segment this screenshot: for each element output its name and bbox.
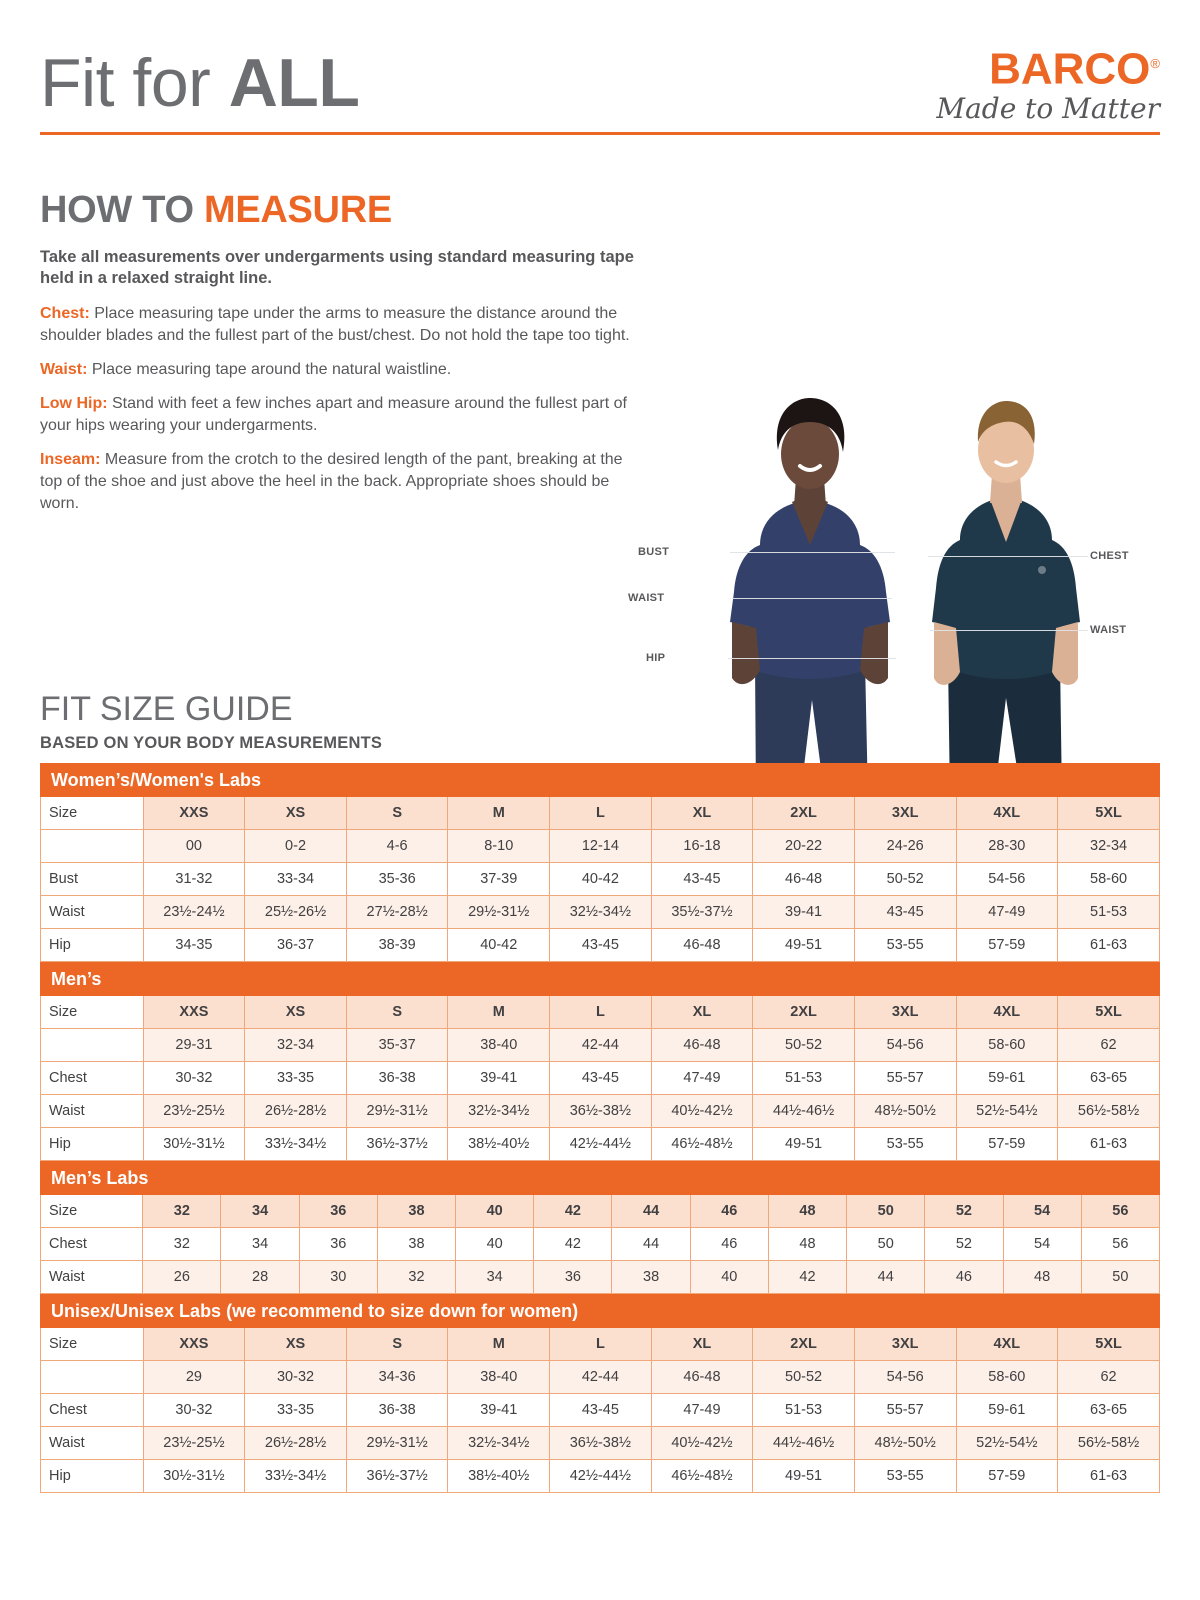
measurement-cell: 40½-42½ xyxy=(651,1095,753,1128)
size-cell: 52 xyxy=(925,1195,1003,1228)
size-cell: XL xyxy=(651,797,753,830)
measurement-cell: 52 xyxy=(925,1228,1003,1261)
size-cell: M xyxy=(448,996,550,1029)
measurement-cell: 28 xyxy=(221,1261,299,1294)
size-cell: 4XL xyxy=(956,1328,1058,1361)
measure-item-waist xyxy=(40,359,640,381)
row-label: Size xyxy=(41,996,144,1029)
measurement-cell: 39-41 xyxy=(753,896,855,929)
measurement-cell: 36-38 xyxy=(346,1394,448,1427)
measurement-cell: 59-61 xyxy=(956,1062,1058,1095)
measurement-cell: 61-63 xyxy=(1058,1460,1160,1493)
measurement-cell: 43-45 xyxy=(550,929,652,962)
measurement-cell: 27½-28½ xyxy=(346,896,448,929)
label-waist-right: WAIST xyxy=(1090,624,1127,636)
size-cell: 3XL xyxy=(854,1328,956,1361)
row-label xyxy=(41,1361,144,1394)
measurement-cell: 61-63 xyxy=(1058,1128,1160,1161)
measurement-cell: 33-35 xyxy=(245,1394,347,1427)
numeric-cell: 29 xyxy=(143,1361,245,1394)
measurement-cell: 38½-40½ xyxy=(448,1460,550,1493)
measurement-cell: 30-32 xyxy=(143,1394,245,1427)
measurement-cell: 36½-37½ xyxy=(346,1128,448,1161)
measurement-cell: 38-39 xyxy=(346,929,448,962)
measurement-cell: 42½-44½ xyxy=(550,1128,652,1161)
numeric-cell: 46-48 xyxy=(651,1029,753,1062)
measurement-cell: 50 xyxy=(1081,1261,1159,1294)
size-cell: 3XL xyxy=(854,797,956,830)
size-cell: 32 xyxy=(143,1195,221,1228)
numeric-cell: 24-26 xyxy=(854,830,956,863)
measurement-cell: 39-41 xyxy=(448,1062,550,1095)
size-cell: 5XL xyxy=(1058,797,1160,830)
table-sizes-row xyxy=(41,1195,1160,1228)
measurement-cell: 53-55 xyxy=(854,1460,956,1493)
fit-size-guide-subheading: BASED ON YOUR BODY MEASUREMENTS xyxy=(40,734,383,752)
numeric-cell: 30-32 xyxy=(245,1361,347,1394)
numeric-cell: 16-18 xyxy=(651,830,753,863)
numeric-cell: 62 xyxy=(1058,1029,1160,1062)
measurement-cell: 30-32 xyxy=(143,1062,245,1095)
row-label: Size xyxy=(41,1328,144,1361)
header-divider xyxy=(40,132,1160,135)
measurement-cell: 40-42 xyxy=(550,863,652,896)
measurement-cell: 36½-38½ xyxy=(550,1095,652,1128)
size-cell: 4XL xyxy=(956,797,1058,830)
numeric-cell: 58-60 xyxy=(956,1361,1058,1394)
measurement-cell: 50 xyxy=(847,1228,925,1261)
size-cell: L xyxy=(550,996,652,1029)
row-label: Hip xyxy=(41,1128,144,1161)
measurement-cell: 50-52 xyxy=(854,863,956,896)
measurement-cell: 63-65 xyxy=(1058,1394,1160,1427)
measurement-cell: 48½-50½ xyxy=(854,1095,956,1128)
size-cell: 3XL xyxy=(854,996,956,1029)
size-cell: XXS xyxy=(143,996,245,1029)
measurement-cell: 44½-46½ xyxy=(753,1095,855,1128)
measurement-cell: 59-61 xyxy=(956,1394,1058,1427)
size-cell: 50 xyxy=(847,1195,925,1228)
page-title-light: Fit for xyxy=(40,45,229,121)
measurement-cell: 30½-31½ xyxy=(143,1128,245,1161)
measure-term-inseam: Inseam: xyxy=(40,451,101,468)
measurement-cell: 30 xyxy=(299,1261,377,1294)
measurement-cell: 34 xyxy=(456,1261,534,1294)
size-cell: 44 xyxy=(612,1195,690,1228)
measure-text-inseam: Measure from the crotch to the desired length of the pant, breaking at the top of the shoe and just above the heel in the back. Appropriate shoes should be worn. xyxy=(40,451,623,512)
row-label: Hip xyxy=(41,929,144,962)
row-label: Waist xyxy=(41,1427,144,1460)
measurement-cell: 46½-48½ xyxy=(651,1460,753,1493)
numeric-cell: 38-40 xyxy=(448,1361,550,1394)
registered-mark-icon: ® xyxy=(1150,56,1160,71)
numeric-cell: 8-10 xyxy=(448,830,550,863)
size-cell: 2XL xyxy=(753,996,855,1029)
size-cell: XL xyxy=(651,996,753,1029)
measure-term-waist: Waist: xyxy=(40,361,88,378)
measurement-cell: 55-57 xyxy=(854,1394,956,1427)
row-label: Hip xyxy=(41,1460,144,1493)
measurement-cell: 43-45 xyxy=(651,863,753,896)
measurement-cell: 54-56 xyxy=(956,863,1058,896)
measurement-cell: 57-59 xyxy=(956,1460,1058,1493)
size-table-3 xyxy=(40,1294,1160,1493)
numeric-cell: 28-30 xyxy=(956,830,1058,863)
numeric-cell: 42-44 xyxy=(550,1029,652,1062)
measurement-cell: 52½-54½ xyxy=(956,1427,1058,1460)
measurement-cell: 35-36 xyxy=(346,863,448,896)
size-table-1 xyxy=(40,962,1160,1161)
measurement-cell: 33-34 xyxy=(245,863,347,896)
row-label: Size xyxy=(41,797,144,830)
measurement-cell: 23½-24½ xyxy=(143,896,245,929)
numeric-cell: 34-36 xyxy=(346,1361,448,1394)
size-cell: S xyxy=(346,996,448,1029)
measurement-cell: 42½-44½ xyxy=(550,1460,652,1493)
row-label xyxy=(41,1029,144,1062)
size-cell: XS xyxy=(245,996,347,1029)
measurement-cell: 48 xyxy=(768,1228,846,1261)
measurement-cell: 49-51 xyxy=(753,1460,855,1493)
table-row xyxy=(41,929,1160,962)
measurement-cell: 31-32 xyxy=(143,863,245,896)
row-label: Waist xyxy=(41,1095,144,1128)
measure-item-inseam xyxy=(40,449,640,515)
table-band-label: Men’s Labs xyxy=(41,1162,1160,1195)
measurement-cell: 49-51 xyxy=(753,929,855,962)
measurement-cell: 46½-48½ xyxy=(651,1128,753,1161)
measurement-cell: 61-63 xyxy=(1058,929,1160,962)
numeric-cell: 50-52 xyxy=(753,1029,855,1062)
table-row xyxy=(41,1427,1160,1460)
measurement-cell: 46 xyxy=(690,1228,768,1261)
table-numeric-row xyxy=(41,1361,1160,1394)
size-cell: 42 xyxy=(534,1195,612,1228)
size-cell: 46 xyxy=(690,1195,768,1228)
numeric-cell: 42-44 xyxy=(550,1361,652,1394)
measurement-cell: 52½-54½ xyxy=(956,1095,1058,1128)
size-cell: 56 xyxy=(1081,1195,1159,1228)
numeric-cell: 20-22 xyxy=(753,830,855,863)
measurement-cell: 40½-42½ xyxy=(651,1427,753,1460)
size-cell: 34 xyxy=(221,1195,299,1228)
table-row xyxy=(41,1228,1160,1261)
size-cell: XS xyxy=(245,797,347,830)
measurement-cell: 53-55 xyxy=(854,929,956,962)
measurement-cell: 51-53 xyxy=(753,1394,855,1427)
measurement-cell: 43-45 xyxy=(550,1062,652,1095)
measurement-cell: 34 xyxy=(221,1228,299,1261)
size-cell: 4XL xyxy=(956,996,1058,1029)
numeric-cell: 0-2 xyxy=(245,830,347,863)
size-cell: 2XL xyxy=(753,797,855,830)
table-row xyxy=(41,896,1160,929)
measurement-cell: 38 xyxy=(612,1261,690,1294)
measurement-cell: 46 xyxy=(925,1261,1003,1294)
numeric-cell: 54-56 xyxy=(854,1029,956,1062)
size-cell: 5XL xyxy=(1058,1328,1160,1361)
measurement-cell: 40-42 xyxy=(448,929,550,962)
size-tables-host xyxy=(40,763,1160,1493)
label-hip: HIP xyxy=(646,652,666,664)
measurement-cell: 56 xyxy=(1081,1228,1159,1261)
table-band-row xyxy=(41,764,1160,797)
measurement-cell: 46-48 xyxy=(753,863,855,896)
fit-size-guide-heading: FIT SIZE GUIDE xyxy=(40,690,293,728)
table-row xyxy=(41,1095,1160,1128)
numeric-cell: 32-34 xyxy=(1058,830,1160,863)
table-numeric-row xyxy=(41,830,1160,863)
table-row xyxy=(41,1261,1160,1294)
waist-line-male xyxy=(930,630,1088,631)
measurement-cell: 51-53 xyxy=(753,1062,855,1095)
size-cell: XL xyxy=(651,1328,753,1361)
numeric-cell: 38-40 xyxy=(448,1029,550,1062)
table-band-label: Unisex/Unisex Labs (we recommend to size down for women) xyxy=(41,1295,1160,1328)
size-table-0 xyxy=(40,763,1160,962)
measure-text-chest: Place measuring tape under the arms to measure the distance around the shoulder blades and the fullest part of the bust/chest. Do not hold the tape too tight. xyxy=(40,305,630,344)
numeric-cell: 50-52 xyxy=(753,1361,855,1394)
measurement-cell: 23½-25½ xyxy=(143,1427,245,1460)
measure-text-low-hip: Stand with feet a few inches apart and measure around the fullest part of your hips wearing your undergarments. xyxy=(40,395,627,434)
size-cell: XXS xyxy=(143,797,245,830)
measurement-cell: 32 xyxy=(143,1228,221,1261)
measurement-cell: 58-60 xyxy=(1058,863,1160,896)
measurement-cell: 36-38 xyxy=(346,1062,448,1095)
numeric-cell: 54-56 xyxy=(854,1361,956,1394)
measurement-cell: 54 xyxy=(1003,1228,1081,1261)
measurement-cell: 36 xyxy=(299,1228,377,1261)
page-title-bold: ALL xyxy=(228,45,360,121)
measurement-cell: 33½-34½ xyxy=(245,1128,347,1161)
table-band-row xyxy=(41,1295,1160,1328)
table-row xyxy=(41,1062,1160,1095)
measure-term-chest: Chest: xyxy=(40,305,90,322)
numeric-cell: 4-6 xyxy=(346,830,448,863)
numeric-cell: 58-60 xyxy=(956,1029,1058,1062)
measurement-cell: 46-48 xyxy=(651,929,753,962)
measurement-cell: 36 xyxy=(534,1261,612,1294)
measurement-cell: 44½-46½ xyxy=(753,1427,855,1460)
measurement-cell: 29½-31½ xyxy=(346,1095,448,1128)
size-table-2 xyxy=(40,1161,1160,1294)
measurement-cell: 33½-34½ xyxy=(245,1460,347,1493)
measurement-cell: 36½-38½ xyxy=(550,1427,652,1460)
measurement-cell: 26 xyxy=(143,1261,221,1294)
label-waist-left: WAIST xyxy=(628,592,665,604)
how-to-measure-heading: HOW TO MEASURE xyxy=(40,189,392,231)
measurement-cell: 43-45 xyxy=(550,1394,652,1427)
measurement-cell: 44 xyxy=(847,1261,925,1294)
size-cell: S xyxy=(346,797,448,830)
measurement-cell: 36-37 xyxy=(245,929,347,962)
size-cell: M xyxy=(448,797,550,830)
page-header xyxy=(40,0,1160,125)
fit-size-guide-section xyxy=(40,690,1160,1493)
row-label: Chest xyxy=(41,1394,144,1427)
measurement-cell: 57-59 xyxy=(956,929,1058,962)
size-cell: M xyxy=(448,1328,550,1361)
measurement-cell: 48 xyxy=(1003,1261,1081,1294)
measurement-cell: 33-35 xyxy=(245,1062,347,1095)
measurement-cell: 53-55 xyxy=(854,1128,956,1161)
numeric-cell: 00 xyxy=(143,830,245,863)
measurement-cell: 40 xyxy=(690,1261,768,1294)
size-cell: 48 xyxy=(768,1195,846,1228)
measurement-cell: 63-65 xyxy=(1058,1062,1160,1095)
measurement-cell: 32½-34½ xyxy=(448,1427,550,1460)
measurement-cell: 57-59 xyxy=(956,1128,1058,1161)
measurement-cell: 47-49 xyxy=(651,1394,753,1427)
size-cell: 54 xyxy=(1003,1195,1081,1228)
row-label xyxy=(41,830,144,863)
measurement-cell: 23½-25½ xyxy=(143,1095,245,1128)
size-cell: L xyxy=(550,797,652,830)
table-sizes-row xyxy=(41,797,1160,830)
row-label: Waist xyxy=(41,896,144,929)
measurement-cell: 26½-28½ xyxy=(245,1095,347,1128)
table-band-row xyxy=(41,1162,1160,1195)
table-band-row xyxy=(41,963,1160,996)
measurement-cell: 42 xyxy=(534,1228,612,1261)
size-cell: XXS xyxy=(143,1328,245,1361)
measurement-cell: 29½-31½ xyxy=(346,1427,448,1460)
measurement-cell: 47-49 xyxy=(956,896,1058,929)
numeric-cell: 62 xyxy=(1058,1361,1160,1394)
measurement-cell: 36½-37½ xyxy=(346,1460,448,1493)
measurement-cell: 32 xyxy=(377,1261,455,1294)
table-band-label: Men’s xyxy=(41,963,1160,996)
table-sizes-row xyxy=(41,996,1160,1029)
waist-line-female xyxy=(732,598,892,599)
numeric-cell: 32-34 xyxy=(245,1029,347,1062)
table-band-label: Women’s/Women's Labs xyxy=(41,764,1160,797)
measurement-cell: 49-51 xyxy=(753,1128,855,1161)
measure-item-chest xyxy=(40,303,640,347)
measurement-cell: 29½-31½ xyxy=(448,896,550,929)
measurement-cell: 25½-26½ xyxy=(245,896,347,929)
measurement-cell: 38 xyxy=(377,1228,455,1261)
size-cell: 36 xyxy=(299,1195,377,1228)
bust-line xyxy=(730,552,895,553)
measurement-cell: 51-53 xyxy=(1058,896,1160,929)
table-row xyxy=(41,1394,1160,1427)
table-row xyxy=(41,1128,1160,1161)
row-label: Chest xyxy=(41,1228,143,1261)
measurement-cell: 56½-58½ xyxy=(1058,1427,1160,1460)
label-chest: CHEST xyxy=(1090,550,1129,562)
how-to-measure-section xyxy=(40,189,640,515)
measurement-cell: 35½-37½ xyxy=(651,896,753,929)
measurement-cell: 40 xyxy=(456,1228,534,1261)
measurement-cell: 32½-34½ xyxy=(448,1095,550,1128)
numeric-cell: 46-48 xyxy=(651,1361,753,1394)
brand-tagline: Made to Matter xyxy=(936,91,1160,125)
measure-intro: Take all measurements over undergarments using standard measuring tape held in a relaxed straight line. xyxy=(40,248,634,287)
measurement-cell: 26½-28½ xyxy=(245,1427,347,1460)
row-label: Size xyxy=(41,1195,143,1228)
measurement-cell: 39-41 xyxy=(448,1394,550,1427)
measure-text-waist: Place measuring tape around the natural waistline. xyxy=(87,361,452,378)
table-sizes-row xyxy=(41,1328,1160,1361)
measurement-cell: 38½-40½ xyxy=(448,1128,550,1161)
measure-term-low-hip: Low Hip: xyxy=(40,395,108,412)
label-bust: BUST xyxy=(638,546,670,558)
measurement-cell: 37-39 xyxy=(448,863,550,896)
size-cell: 2XL xyxy=(753,1328,855,1361)
size-cell: 5XL xyxy=(1058,996,1160,1029)
size-cell: S xyxy=(346,1328,448,1361)
row-label: Chest xyxy=(41,1062,144,1095)
measurement-cell: 56½-58½ xyxy=(1058,1095,1160,1128)
row-label: Waist xyxy=(41,1261,143,1294)
measure-item-low-hip xyxy=(40,393,640,437)
size-cell: XS xyxy=(245,1328,347,1361)
measurement-cell: 30½-31½ xyxy=(143,1460,245,1493)
measurement-cell: 44 xyxy=(612,1228,690,1261)
measurement-cell: 43-45 xyxy=(854,896,956,929)
brand-logo xyxy=(900,42,1160,124)
table-numeric-row xyxy=(41,1029,1160,1062)
size-cell: 38 xyxy=(377,1195,455,1228)
measurement-cell: 55-57 xyxy=(854,1062,956,1095)
measurement-cell: 48½-50½ xyxy=(854,1427,956,1460)
row-label: Bust xyxy=(41,863,144,896)
measurement-cell: 42 xyxy=(768,1261,846,1294)
table-row xyxy=(41,863,1160,896)
chest-line xyxy=(928,556,1088,557)
measurement-cell: 34-35 xyxy=(143,929,245,962)
numeric-cell: 29-31 xyxy=(143,1029,245,1062)
numeric-cell: 12-14 xyxy=(550,830,652,863)
measurement-cell: 47-49 xyxy=(651,1062,753,1095)
size-cell: 40 xyxy=(456,1195,534,1228)
size-cell: L xyxy=(550,1328,652,1361)
table-row xyxy=(41,1460,1160,1493)
hip-line xyxy=(728,658,896,659)
numeric-cell: 35-37 xyxy=(346,1029,448,1062)
brand-name: BARCO® xyxy=(989,44,1160,94)
measurement-cell: 32½-34½ xyxy=(550,896,652,929)
